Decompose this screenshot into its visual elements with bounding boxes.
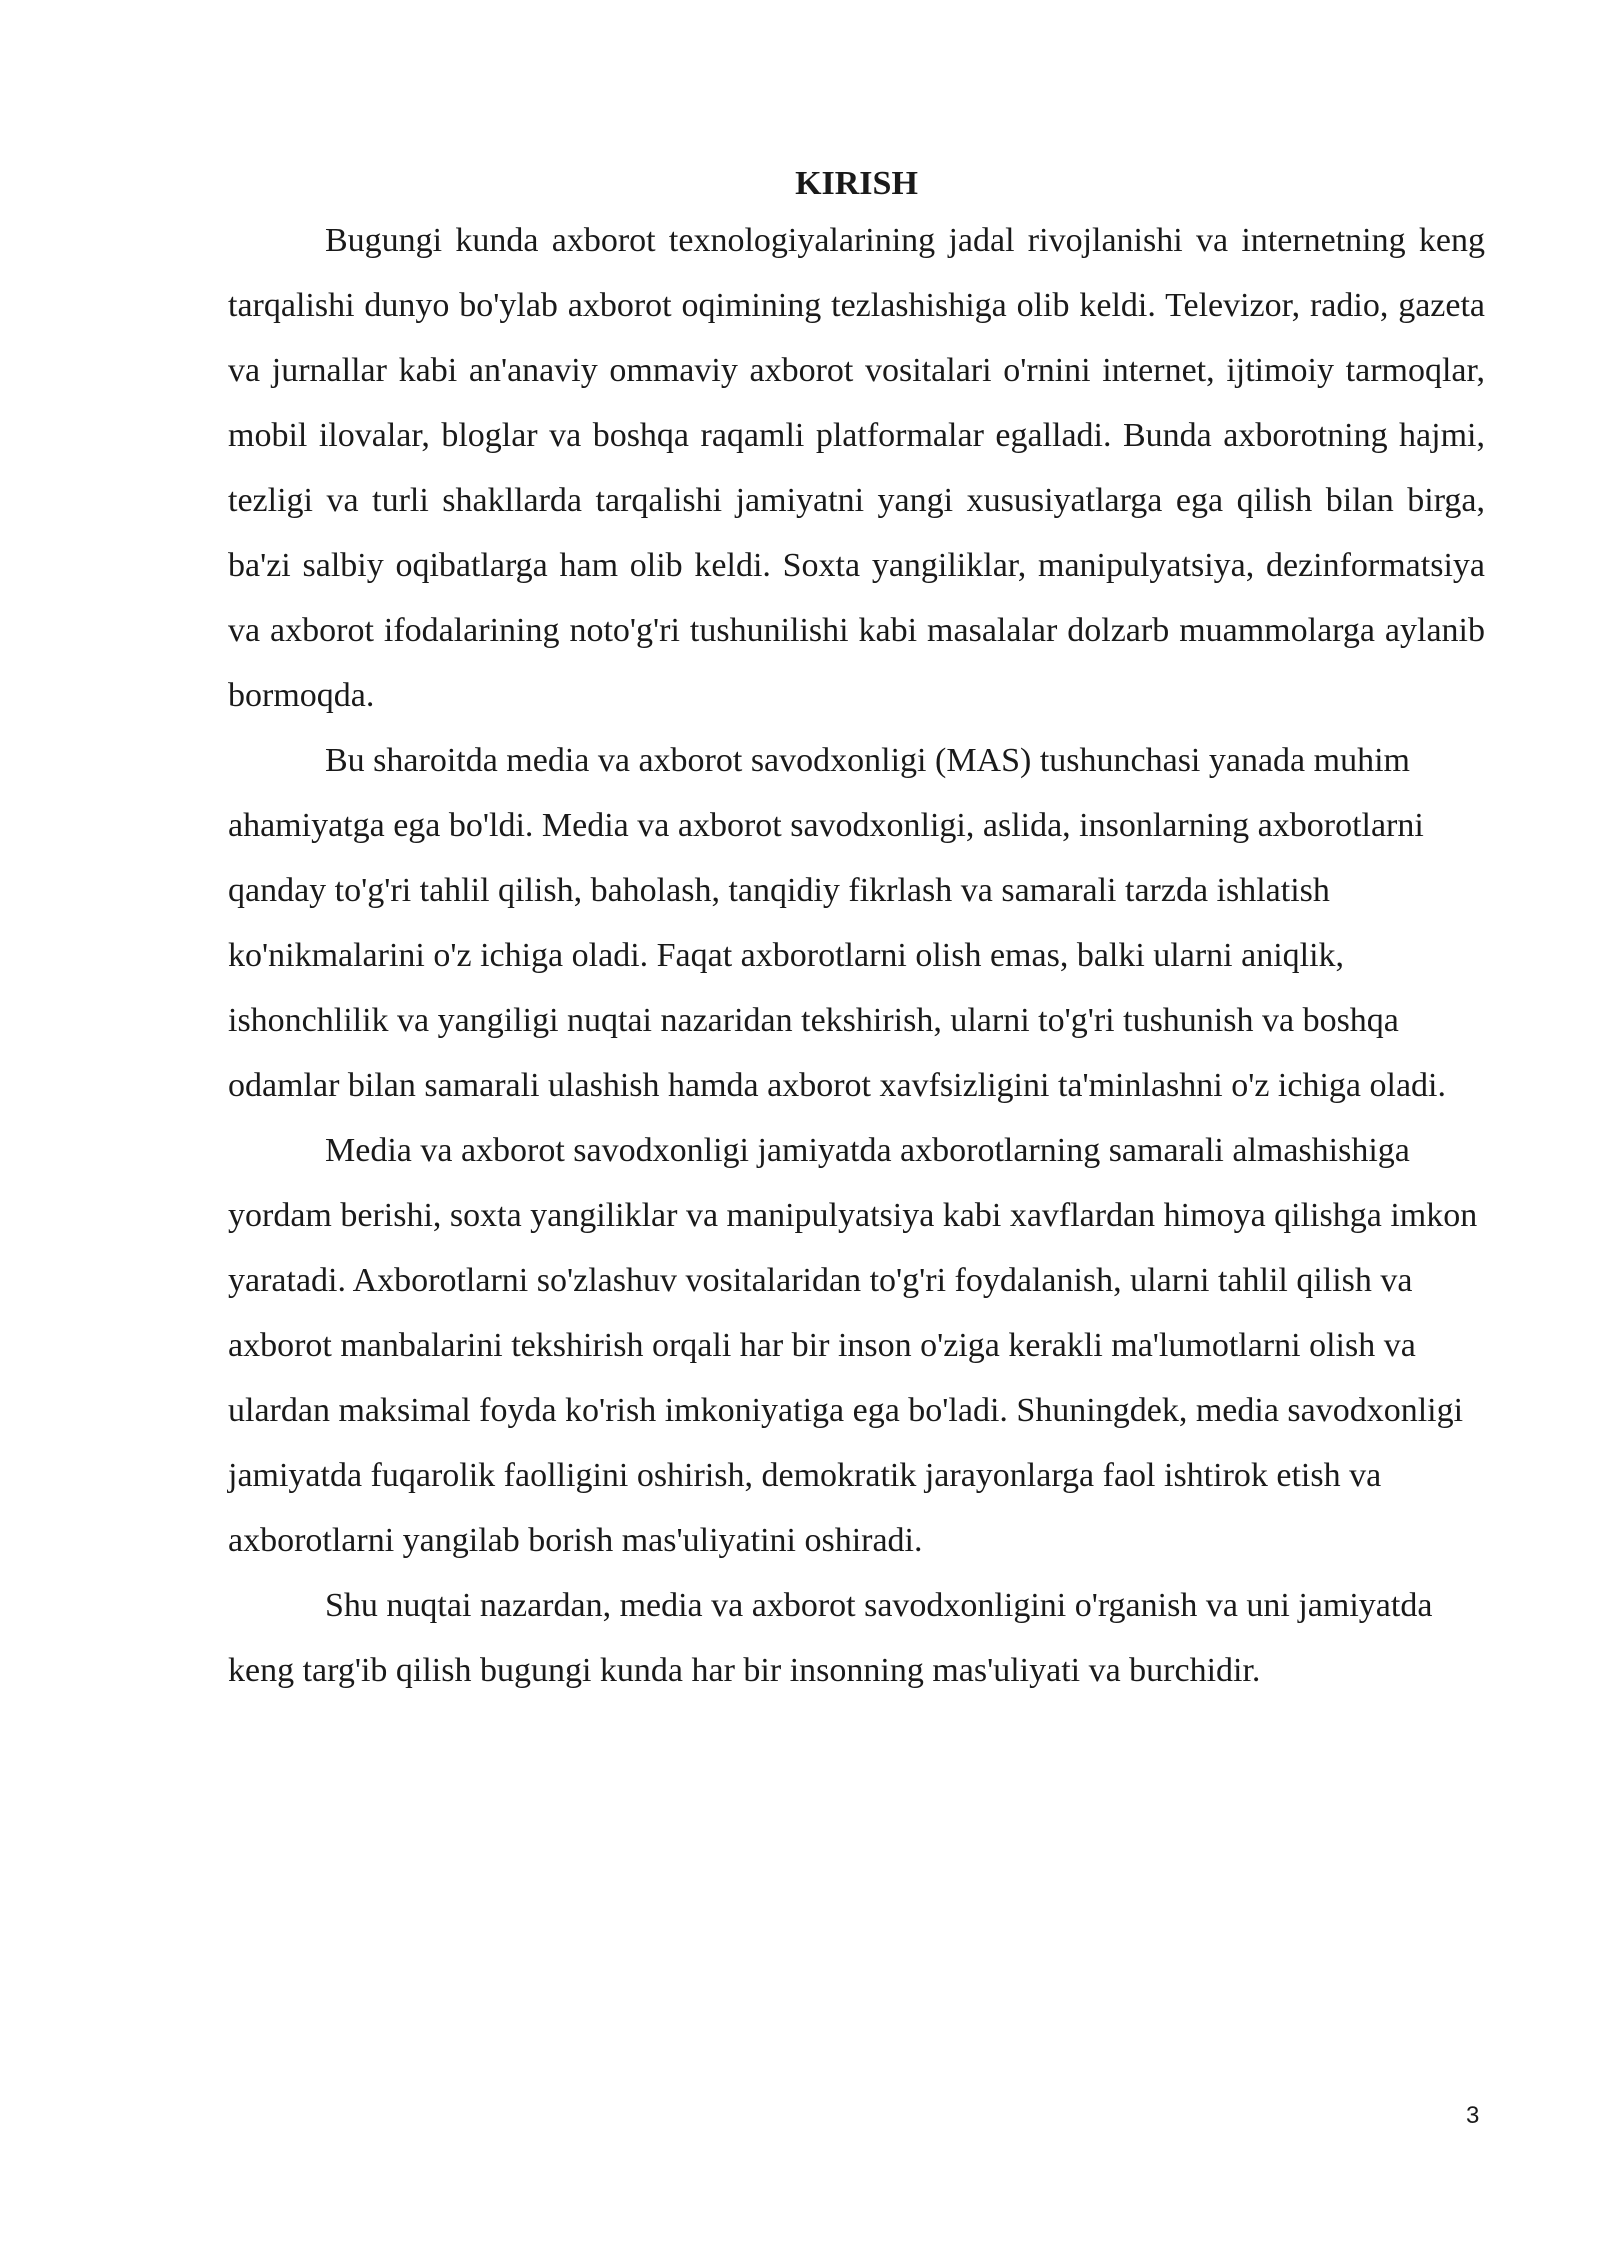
section-title: KIRISH: [795, 165, 918, 202]
paragraph-3: Media va axborot savodxonligi jamiyatda axborotlarning samarali almashishiga yordam berishi, soxta yangiliklar va manipulyatsiya kabi xavflardan himoya qilishga imkon yaratadi. Axborotlarni so'zlashuv vositalaridan to'g'ri foydalanish, ularni tahlil qilish va axborot manbalarini tekshirish orqali har bir inson o'ziga kerakli ma'lumotlarni olish va ulardan maksimal foyda ko'rish imkoniyatiga ega bo'ladi. Shuningdek, media savodxonligi jamiyatda fuqarolik faolligini oshirish, demokratik jarayonlarga faol ishtirok etish va axborotlarni yangilab borish mas'uliyatini oshiradi.: [228, 1132, 1478, 1559]
page-number: 3: [1466, 2102, 1480, 2129]
paragraph-4: Shu nuqtai nazardan, media va axborot savodxonligini o'rganish va uni jamiyatda keng targ'ib qilish bugungi kunda har bir insonning mas'uliyati va burchidir.: [228, 1587, 1433, 1689]
page-content: [228, 160, 1485, 1703]
paragraph-1: Bugungi kunda axborot texnologiyalarining jadal rivojlanishi va internetning keng tarqalishi dunyo bo'ylab axborot oqimining tezlashishiga olib keldi. Televizor, radio, gazeta va jurnallar kabi an'anaviy ommaviy axborot vositalari o'rnini internet, ijtimoiy tarmoqlar, mobil ilovalar, bloglar va boshqa raqamli platformalar egalladi. Bunda axborotning hajmi, tezligi va turli shakllarda tarqalishi jamiyatni yangi xususiyatlarga ega qilish bilan birga, ba'zi salbiy oqibatlarga ham olib keldi. Soxta yangiliklar, manipulyatsiya, dezinformatsiya va axborot ifodalarining noto'g'ri tushunilishi kabi masalalar dolzarb muammolarga aylanib bormoqda.: [228, 222, 1485, 714]
paragraph-2: Bu sharoitda media va axborot savodxonligi (MAS) tushunchasi yanada muhim ahamiyatga ega bo'ldi. Media va axborot savodxonligi, aslida, insonlarning axborotlarni qanday to'g'ri tahlil qilish, baholash, tanqidiy fikrlash va samarali tarzda ishlatish ko'nikmalarini o'z ichiga oladi. Faqat axborotlarni olish emas, balki ularni aniqlik, ishonchlilik va yangiligi nuqtai nazaridan tekshirish, ularni to'g'ri tushunish va boshqa odamlar bilan samarali ulashish hamda axborot xavfsizligini ta'minlashni o'z ichiga oladi.: [228, 742, 1446, 1104]
